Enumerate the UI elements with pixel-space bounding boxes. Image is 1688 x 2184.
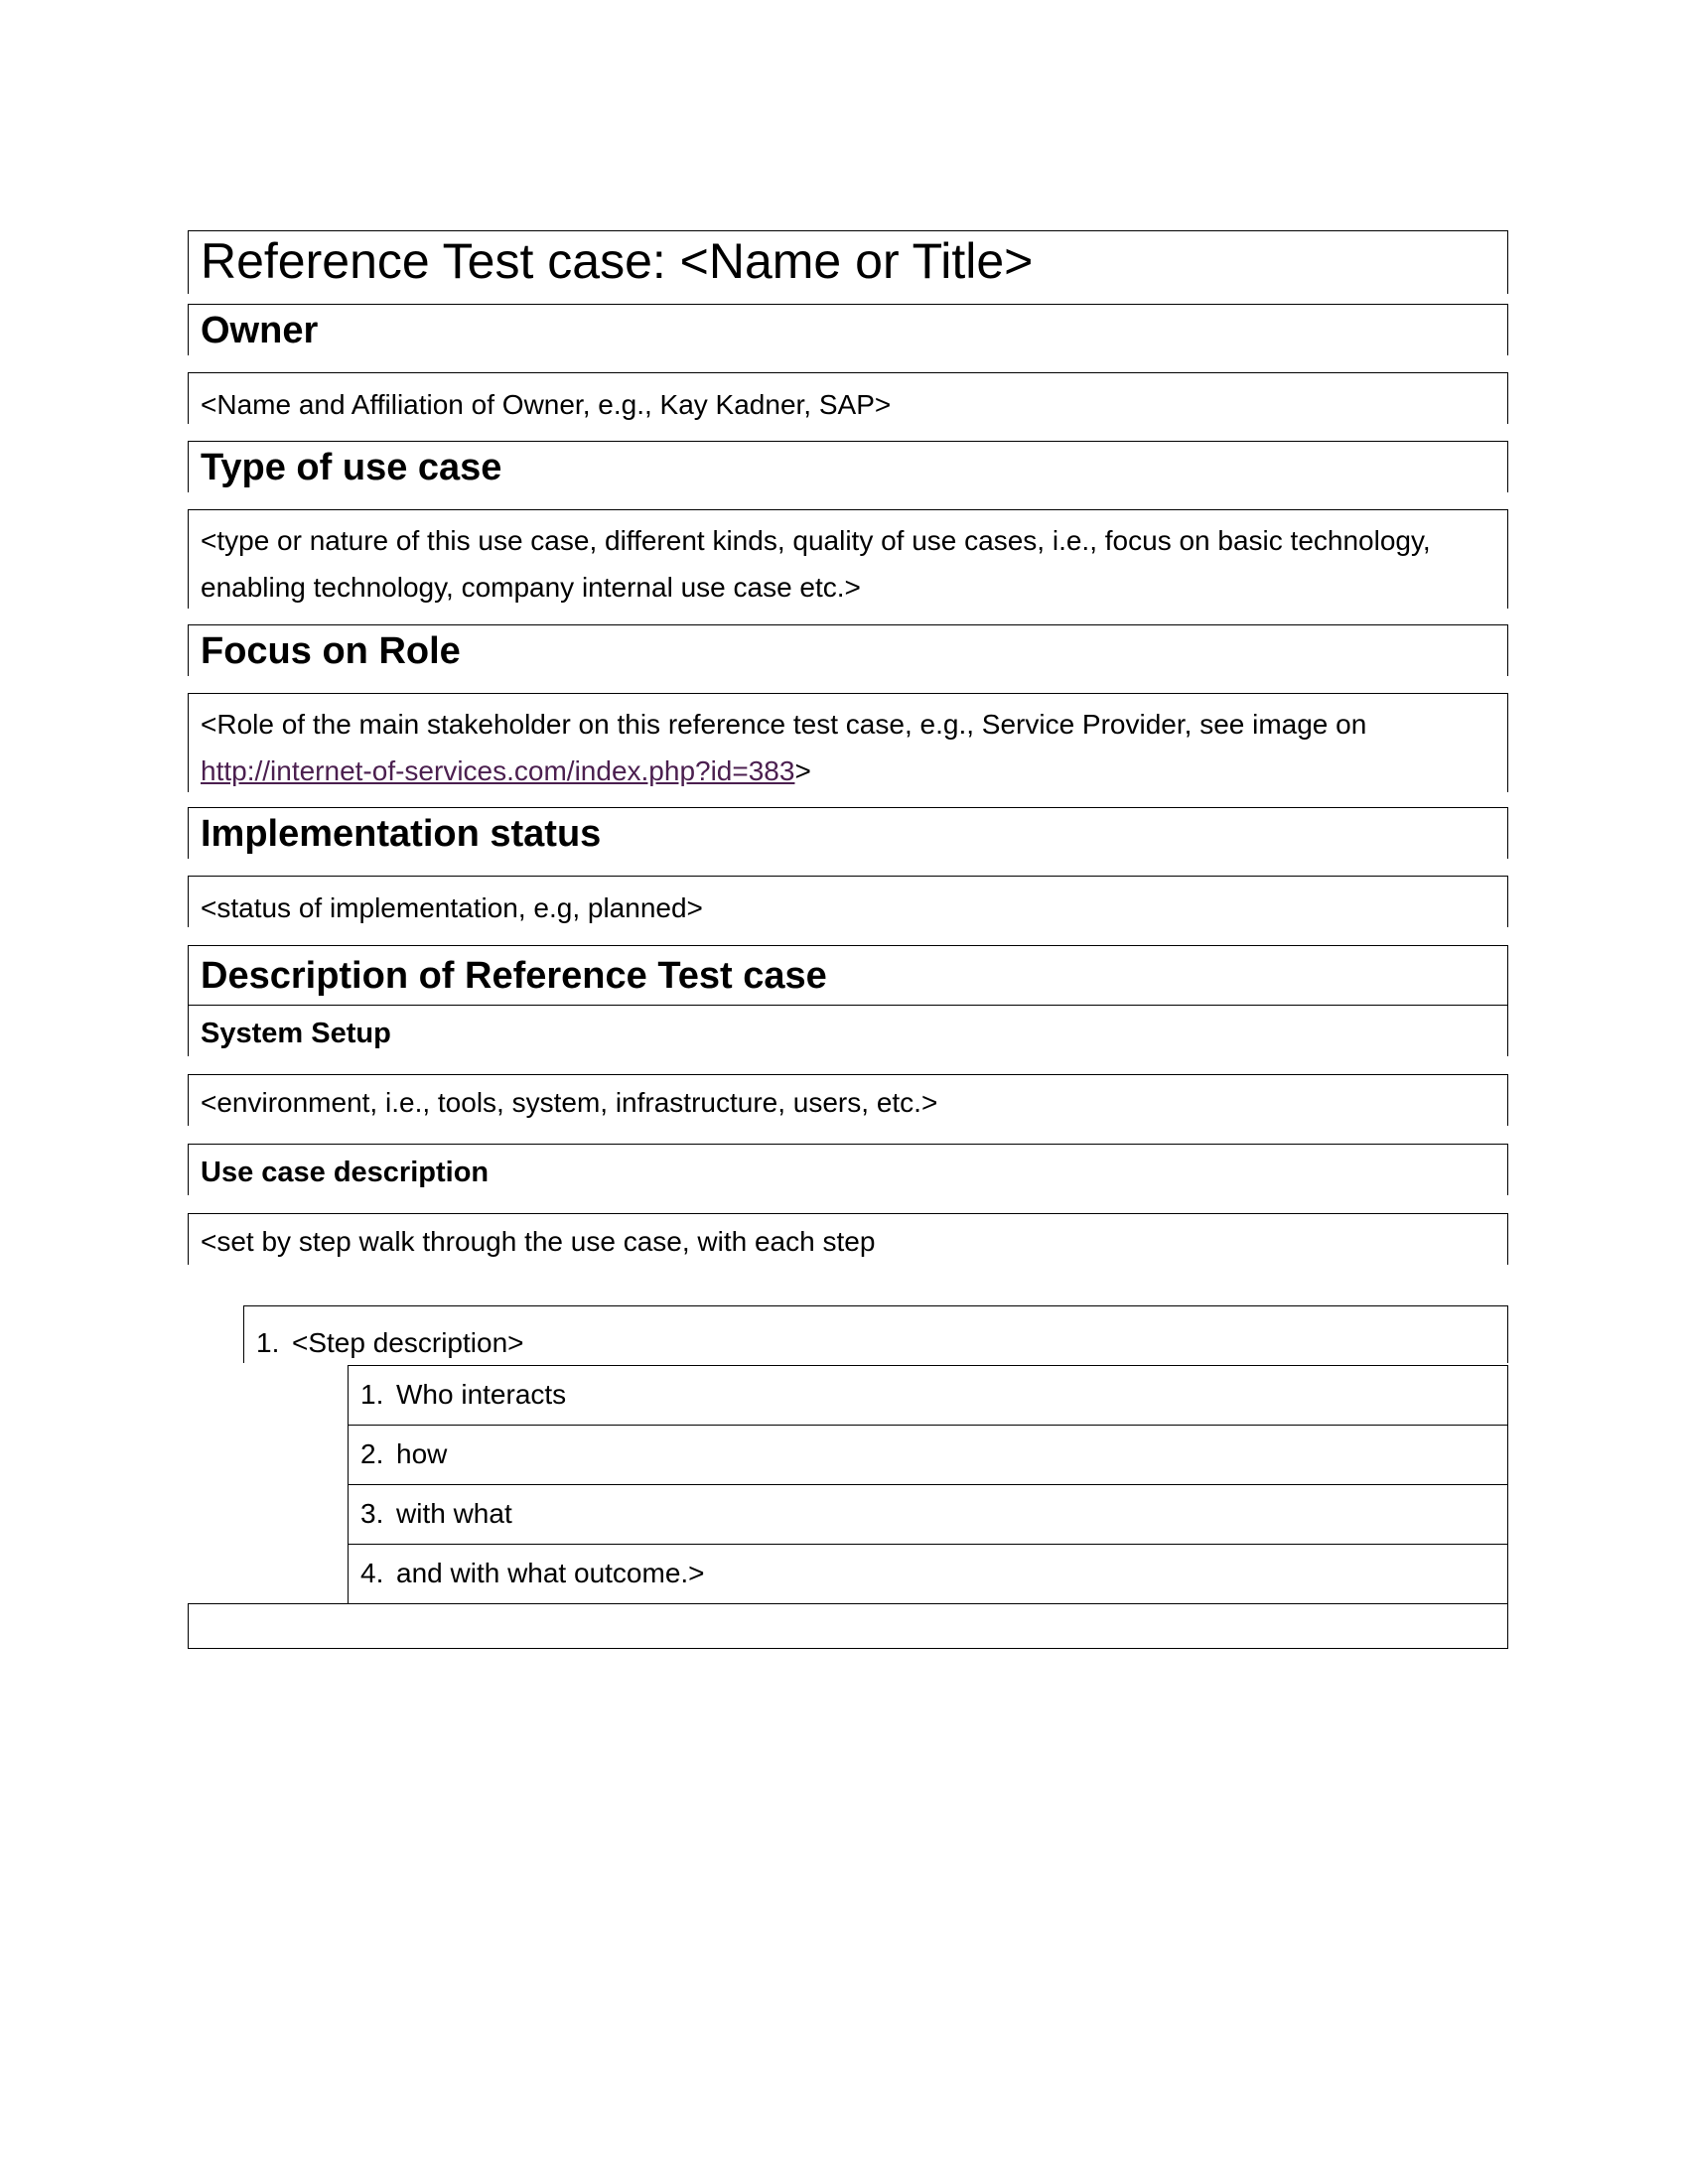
owner-text-box — [188, 372, 1508, 424]
role-text-box — [188, 693, 1508, 792]
list-item-substep — [348, 1544, 1508, 1603]
type-heading: Type of use case — [201, 447, 502, 488]
role-heading: Focus on Role — [201, 630, 461, 672]
type-text: <type or nature of this use case, different kinds, quality of use cases, i.e., focus on basic technology, enabling technology, company internal use case etc.> — [201, 525, 1431, 603]
step-text: <Step description> — [292, 1327, 524, 1358]
substep-text: and with what outcome.> — [396, 1558, 705, 1588]
status-text: <status of implementation, e.g, planned> — [201, 892, 703, 923]
status-heading: Implementation status — [201, 813, 602, 855]
substep-number: 1. — [360, 1379, 384, 1410]
substep-number: 3. — [360, 1498, 384, 1529]
page-title-box — [188, 230, 1508, 294]
use-case-text: <set by step walk through the use case, with each step — [201, 1226, 876, 1257]
role-text-after: > — [794, 755, 811, 786]
step-number: 1. — [256, 1327, 280, 1358]
status-text-box — [188, 876, 1508, 927]
role-text-before: <Role of the main stakeholder on this reference test case, e.g., Service Provider, see image on — [201, 709, 1367, 740]
system-setup-text-box — [188, 1074, 1508, 1126]
role-image-link[interactable]: http://internet-of-services.com/index.php?id=383 — [201, 755, 795, 786]
description-heading-box — [188, 945, 1508, 1005]
role-heading-box — [188, 624, 1508, 676]
substep-number: 4. — [360, 1558, 384, 1588]
system-setup-heading: System Setup — [201, 1018, 391, 1049]
type-text-box — [188, 509, 1508, 609]
substep-text: how — [396, 1438, 448, 1469]
list-item-substep — [348, 1425, 1508, 1484]
use-case-text-box — [188, 1213, 1508, 1265]
substep-number: 2. — [360, 1438, 384, 1469]
closing-box — [188, 1603, 1508, 1649]
description-heading: Description of Reference Test case — [201, 955, 827, 997]
list-item-step — [243, 1305, 1508, 1363]
list-item-substep — [348, 1365, 1508, 1425]
system-setup-text: <environment, i.e., tools, system, infrastructure, users, etc.> — [201, 1087, 938, 1118]
owner-heading: Owner — [201, 310, 319, 351]
system-setup-heading-box — [188, 1005, 1508, 1056]
substep-text: with what — [396, 1498, 512, 1529]
type-heading-box — [188, 441, 1508, 492]
use-case-heading: Use case description — [201, 1157, 490, 1188]
status-heading-box — [188, 807, 1508, 859]
owner-text: <Name and Affiliation of Owner, e.g., Kay Kadner, SAP> — [201, 389, 892, 420]
page-title: Reference Test case: <Name or Title> — [201, 233, 1034, 289]
list-item-substep — [348, 1484, 1508, 1544]
owner-heading-box — [188, 304, 1508, 355]
use-case-heading-box — [188, 1144, 1508, 1195]
substep-text: Who interacts — [396, 1379, 567, 1410]
